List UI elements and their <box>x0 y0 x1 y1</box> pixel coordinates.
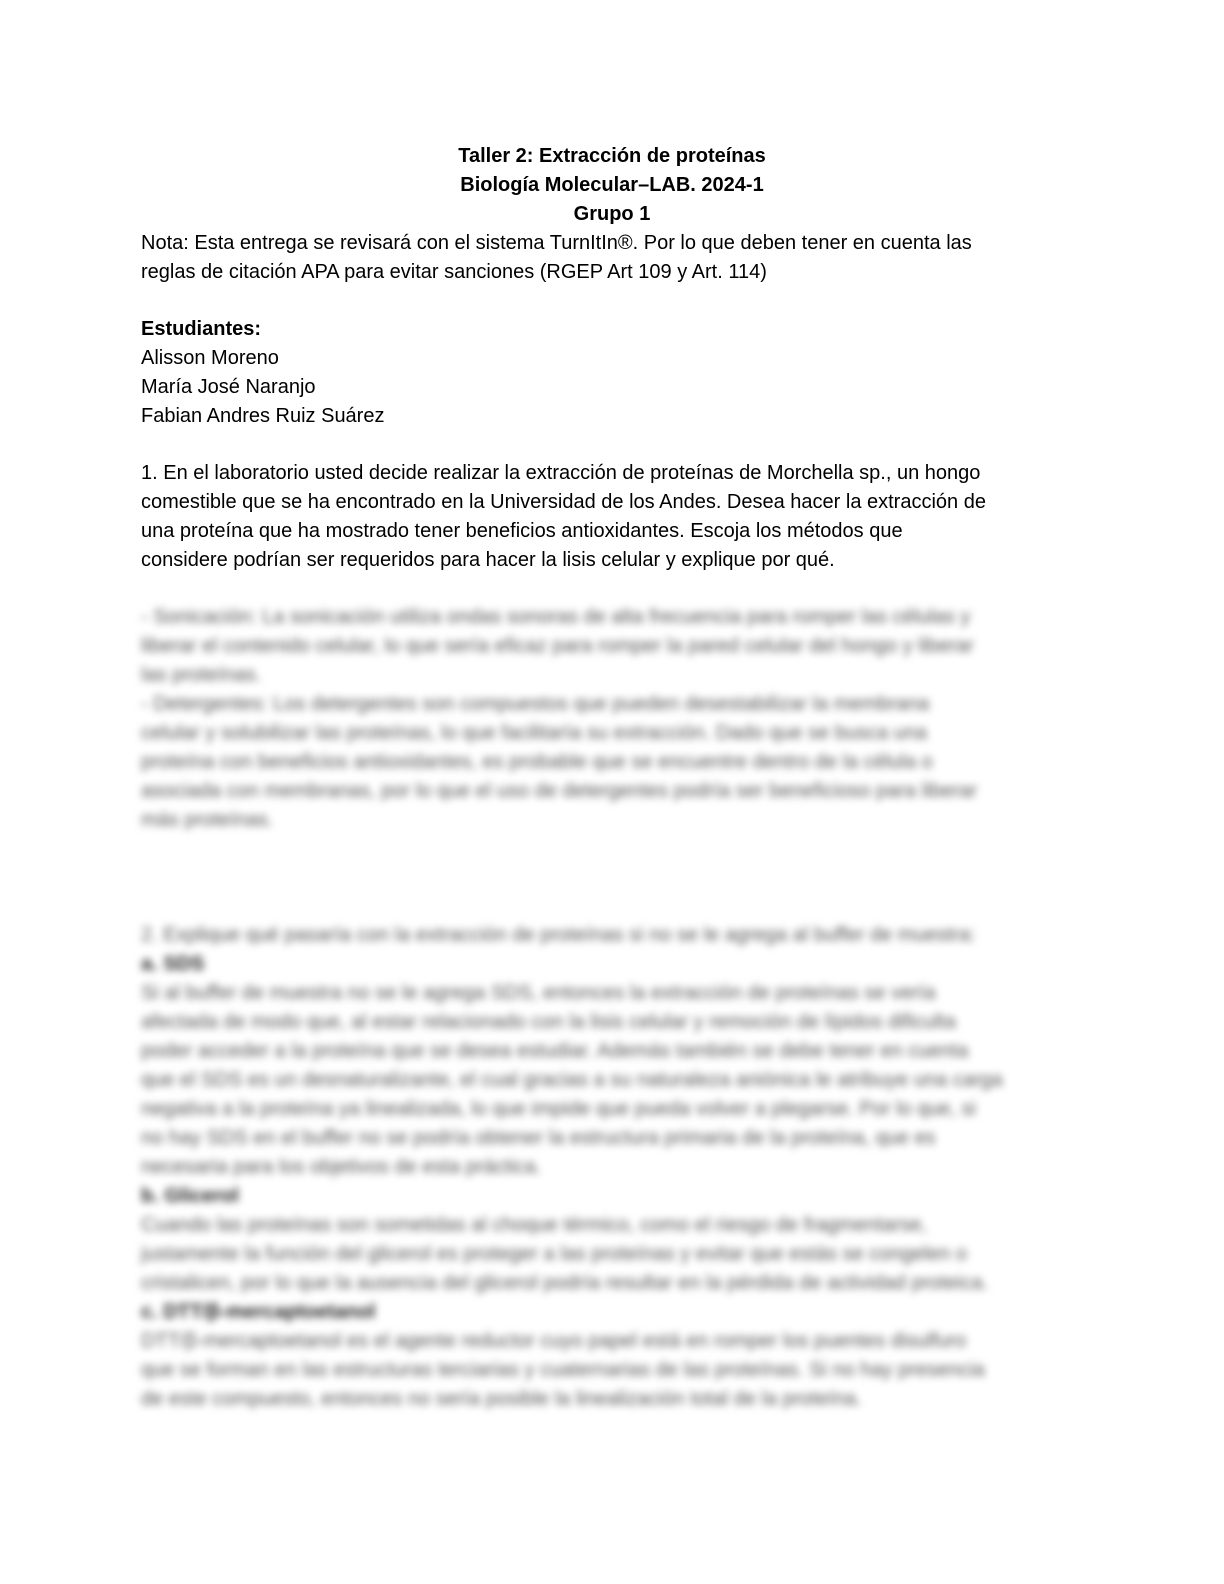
answer-line: no hay SDS en el buffer no se podría obtener la estructura primaria de la proteína, que es <box>141 1127 936 1149</box>
group-name: Grupo 1 <box>573 203 651 225</box>
student-name: Fabian Andres Ruiz Suárez <box>141 405 385 427</box>
subheading: a. SDS <box>141 953 205 975</box>
question-2-blurred <box>141 921 1081 1414</box>
plagiarism-note <box>141 229 1081 287</box>
answer-line: las proteínas. <box>141 664 262 686</box>
student-name: Alisson Moreno <box>141 347 279 369</box>
document-title: Taller 2: Extracción de proteínas <box>458 145 766 167</box>
answer-line: Cuando las proteínas son sometidas al choque térmico, como el riesgo de fragmentarse, <box>141 1214 927 1236</box>
answer-line: - Detergentes: Los detergentes son compuestos que pueden desestabilizar la membrana <box>141 693 930 715</box>
question-line: 2. Explique qué pasaría con la extracción de proteínas si no se le agrega al buffer de muestra: <box>141 924 976 946</box>
subheading: b. Glicerol <box>141 1185 239 1207</box>
answer-line: DTT/β-mercaptoetanol es el agente reductor cuyo papel está en romper los puentes disulfuro <box>141 1330 967 1352</box>
answer-line: poder acceder a la proteína que se desea estudiar. Además también se debe tener en cuenta <box>141 1040 969 1062</box>
document-header <box>0 142 1224 229</box>
answer-line: necesaria para los objetivos de esta práctica. <box>141 1156 542 1178</box>
answer-line: proteína con beneficios antioxidantes, es probable que se encuentre dentro de la célula o <box>141 751 933 773</box>
answer-line: - Sonicación: La sonicación utiliza ondas sonoras de alta frecuencia para romper las células y <box>141 606 971 628</box>
question-line: una proteína que ha mostrado tener beneficios antioxidantes. Escoja los métodos que <box>141 520 903 542</box>
answer-line: liberar el contenido celular, lo que sería eficaz para romper la pared celular del hongo y liberar <box>141 635 974 657</box>
question-line: comestible que se ha encontrado en la Universidad de los Andes. Desea hacer la extracción de <box>141 491 986 513</box>
answer-line: asociada con membranas, por lo que el uso de detergentes podría ser beneficioso para liberar <box>141 780 978 802</box>
answer-line: cristalicen, por lo que la ausencia del glicerol podría resultar en la pérdida de actividad proteica. <box>141 1272 989 1294</box>
answer-line: que se forman en las estructuras terciarias y cuaternarias de las proteínas. Si no hay presencia <box>141 1359 985 1381</box>
students-label: Estudiantes: <box>141 318 262 340</box>
answer-line: Si al buffer de muestra no se le agrega SDS, entonces la extracción de proteínas se vería <box>141 982 936 1004</box>
answer-line: que el SDS es un desnaturalizante, el cual gracias a su naturaleza aniónica le atribuye una carga <box>141 1069 1003 1091</box>
student-name: María José Naranjo <box>141 376 316 398</box>
answer-1-blurred <box>141 603 1081 835</box>
answer-line: más proteínas. <box>141 809 274 831</box>
answer-line: celular y solubilizar las proteínas, lo que facilitaría su extracción. Dado que se busca una <box>141 722 927 744</box>
answer-line: justamente la función del glicerol es proteger a las proteínas y evitar que estás se congelen o <box>141 1243 968 1265</box>
note-line: reglas de citación APA para evitar sanciones (RGEP Art 109 y Art. 114) <box>141 261 767 283</box>
subheading: c. DTT/β-mercaptoetanol <box>141 1301 376 1323</box>
answer-line: afectada de modo que, al estar relacionado con la lisis celular y remoción de lípidos dificulta <box>141 1011 956 1033</box>
question-line: considere podrían ser requeridos para hacer la lisis celular y explique por qué. <box>141 549 835 571</box>
question-line: 1. En el laboratorio usted decide realizar la extracción de proteínas de Morchella sp., un hongo <box>141 462 981 484</box>
course-name: Biología Molecular–LAB. 2024-1 <box>460 174 764 196</box>
answer-line: de este compuesto, entonces no sería posible la linealización total de la proteína. <box>141 1388 862 1410</box>
students-section <box>141 315 1081 431</box>
question-1 <box>141 459 1081 575</box>
answer-line: negativa a la proteína ya linealizada, lo que impide que pueda volver a plegarse. Por lo que, si <box>141 1098 976 1120</box>
note-line: Nota: Esta entrega se revisará con el sistema TurnItIn®. Por lo que deben tener en cuenta las <box>141 232 972 254</box>
